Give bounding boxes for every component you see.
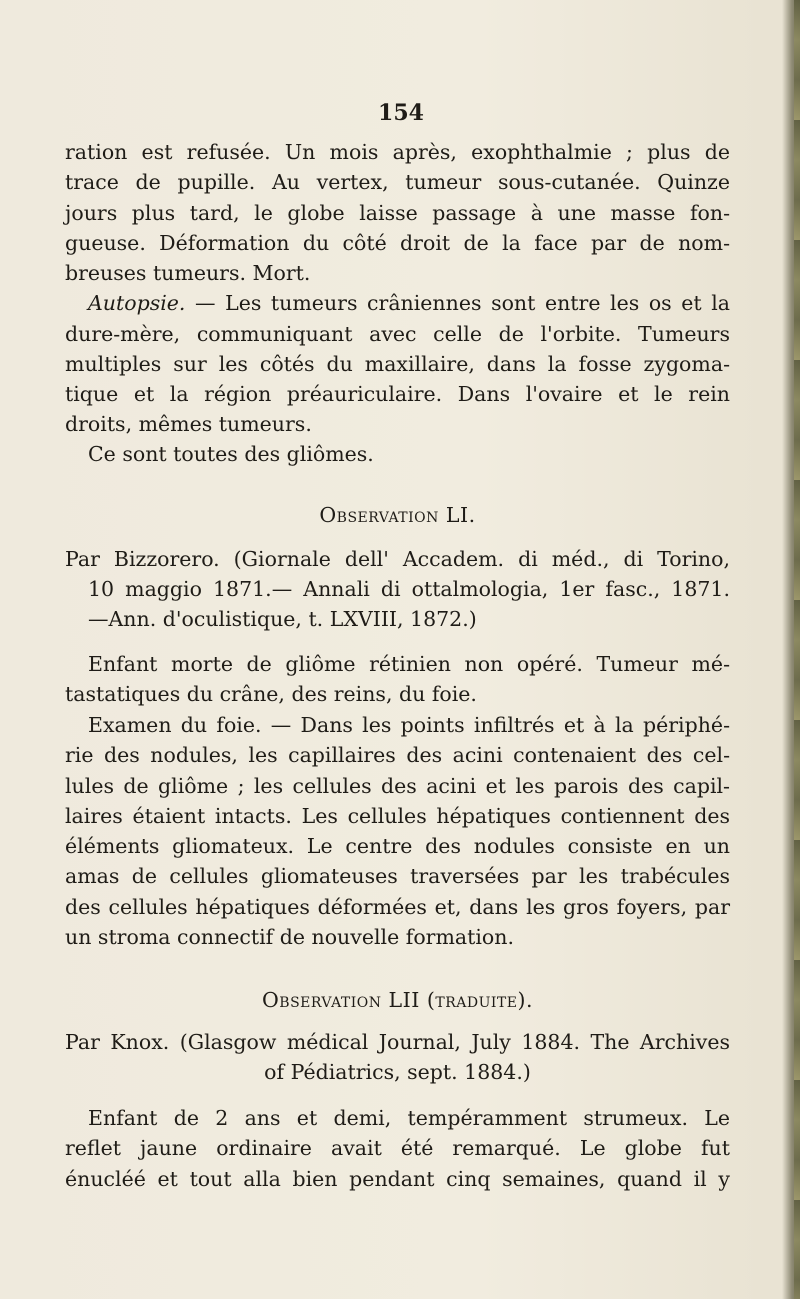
text-line: gueuse. Déformation du côté droit de la face par de nom- [65, 231, 730, 255]
text-line: laires étaient intacts. Les cellules hépatiques contiennent des [65, 804, 730, 828]
text-line: jours plus tard, le globe laisse passage à une masse fon- [65, 201, 730, 225]
text-line: dure-mère, communiquant avec celle de l'orbite. Tumeurs [65, 322, 730, 346]
text-line: breuses tumeurs. Mort. [65, 261, 311, 285]
text-line: 10 maggio 1871.— Annali di ottalmologia, 1er fasc., 1871. [88, 577, 730, 601]
text-line: ration est refusée. Un mois après, exophthalmie ; plus de [65, 140, 730, 164]
page-number: 154 [378, 100, 424, 126]
text-line: Ce sont toutes des gliômes. [88, 442, 374, 466]
text-line: multiples sur les côtés du maxillaire, dans la fosse zygoma- [65, 352, 730, 376]
text-line: amas de cellules gliomateuses traversées par les trabécules [65, 864, 730, 888]
observation-heading: Observation LI. [319, 503, 476, 527]
observation-heading: Observation LII (traduite). [261, 988, 533, 1012]
text-line: trace de pupille. Au vertex, tumeur sous-cutanée. Quinze [65, 170, 730, 194]
page-edge-strip [794, 0, 800, 1299]
text-line: Enfant morte de gliôme rétinien non opéré. Tumeur mé- [88, 652, 730, 676]
text-line: des cellules hépatiques déformées et, dans les gros foyers, par [65, 895, 730, 919]
text-line: Par Bizzorero. (Giornale dell' Accadem. di méd., di Torino, [65, 547, 730, 571]
autopsie-lead: Autopsie. [88, 291, 186, 315]
text-line: Par Knox. (Glasgow médical Journal, July 1884. The Archives [65, 1030, 730, 1054]
text-line: of Pédiatrics, sept. 1884.) [264, 1060, 531, 1084]
text-line: énucléé et tout alla bien pendant cinq semaines, quand il y [65, 1167, 730, 1191]
text-line: Examen du foie. — Dans les points infiltrés et à la périphé- [88, 713, 730, 737]
text-line [88, 289, 730, 318]
text-line: lules de gliôme ; les cellules des acini et les parois des capil- [65, 774, 730, 798]
text-line: droits, mêmes tumeurs. [65, 412, 312, 436]
text-line: —Ann. d'oculistique, t. LXVIII, 1872.) [88, 607, 477, 631]
text-line: éléments gliomateux. Le centre des nodules consiste en un [65, 834, 730, 858]
autopsie-rest: — Les tumeurs crâniennes sont entre les os et la [195, 291, 730, 315]
text-line: reflet jaune ordinaire avait été remarqué. Le globe fut [65, 1136, 730, 1160]
text-line: tastatiques du crâne, des reins, du foie. [65, 682, 477, 706]
text-line: tique et la région préauriculaire. Dans l'ovaire et le rein [65, 382, 730, 406]
text-line: un stroma connectif de nouvelle formation. [65, 925, 514, 949]
text-line: rie des nodules, les capillaires des acini contenaient des cel- [65, 743, 730, 767]
text-line: Enfant de 2 ans et demi, tempéramment strumeux. Le [88, 1106, 730, 1130]
